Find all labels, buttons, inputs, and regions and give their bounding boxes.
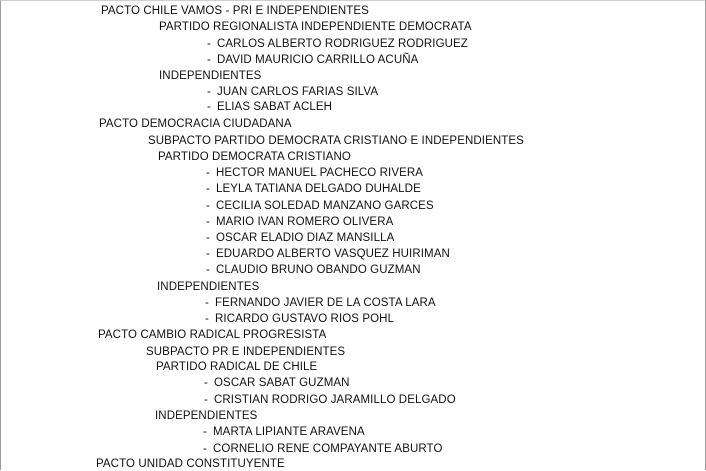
candidato-name: CECILIA SOLEDAD MANZANO GARCES [216,200,434,212]
candidato-name: JUAN CARLOS FARIAS SILVA [217,86,379,98]
list-dash: - [206,248,210,260]
list-dash: - [204,377,208,389]
candidato-name: CLAUDIO BRUNO OBANDO GUZMAN [216,264,421,276]
list-dash: - [204,394,208,406]
candidato-line [205,296,436,310]
partido-line [157,280,259,294]
candidato-name: CRISTIAN RODRIGO JARAMILLO DELGADO [214,394,456,406]
subpacto-line [146,345,345,359]
candidato-line [205,312,394,326]
list-dash: - [206,216,210,228]
subpacto-name: SUBPACTO PARTIDO DEMOCRATA CRISTIANO E INDEPENDIENTES [148,135,524,147]
candidato-line [203,425,365,439]
candidato-name: CARLOS ALBERTO RODRIGUEZ RODRIGUEZ [217,38,468,50]
candidato-name: CORNELIO RENE COMPAYANTE ABURTO [213,443,443,455]
candidato-line [207,53,418,67]
candidato-name: EDUARDO ALBERTO VASQUEZ HUIRIMAN [216,248,450,260]
candidato-line [206,199,434,213]
candidato-line [204,393,456,407]
candidato-name: LEYLA TATIANA DELGADO DUHALDE [216,183,421,195]
partido-line [159,20,472,34]
partido-name: INDEPENDIENTES [159,70,262,82]
pacto-line [96,457,285,471]
pacto-name: PACTO CHILE VAMOS - PRI E INDEPENDIENTES [101,5,369,17]
candidato-name: HECTOR MANUEL PACHECO RIVERA [216,167,424,179]
list-dash: - [207,86,211,98]
pacto-name: PACTO CAMBIO RADICAL PROGRESISTA [98,329,327,341]
pacto-line [101,4,369,18]
subpacto-line [148,134,524,148]
partido-line [158,150,351,164]
list-dash: - [207,54,211,66]
list-dash: - [207,101,211,113]
partido-name: PARTIDO DEMOCRATA CRISTIANO [158,151,351,163]
partido-line [155,409,257,423]
candidato-name: FERNANDO JAVIER DE LA COSTA LARA [215,297,436,309]
list-dash: - [206,183,210,195]
candidato-name: ELIAS SABAT ACLEH [217,101,333,113]
list-dash: - [207,38,211,50]
list-dash: - [206,200,210,212]
pacto-name: PACTO DEMOCRACIA CIUDADANA [99,118,292,130]
pacto-name: PACTO UNIDAD CONSTITUYENTE [96,458,285,470]
candidato-name: MARTA LIPIANTE ARAVENA [213,426,365,438]
candidato-line [207,85,378,99]
partido-name: INDEPENDIENTES [157,281,260,293]
candidato-line [206,247,450,261]
candidato-line [206,231,394,245]
list-dash: - [206,232,210,244]
candidato-line [206,182,421,196]
list-dash: - [203,443,207,455]
candidato-name: OSCAR ELADIO DIAZ MANSILLA [216,232,395,244]
pacto-line [98,328,326,342]
candidato-name: OSCAR SABAT GUZMAN [214,377,350,389]
candidato-line [206,166,423,180]
partido-line [156,360,317,374]
partido-name: PARTIDO REGIONALISTA INDEPENDIENTE DEMOCRATA [159,21,472,33]
candidato-line [206,263,421,277]
candidato-name: DAVID MAURICIO CARRILLO ACUÑA [217,54,419,66]
candidato-line [203,442,443,456]
subpacto-name: SUBPACTO PR E INDEPENDIENTES [146,346,346,358]
list-dash: - [205,313,209,325]
candidato-name: RICARDO GUSTAVO RIOS POHL [215,313,395,325]
list-dash: - [203,426,207,438]
candidato-line [204,376,350,390]
pacto-line [99,117,292,131]
partido-line [159,69,261,83]
candidato-line [207,100,332,114]
partido-name: INDEPENDIENTES [155,410,258,422]
list-dash: - [206,167,210,179]
partido-name: PARTIDO RADICAL DE CHILE [156,361,318,373]
candidato-line [206,215,393,229]
list-dash: - [205,297,209,309]
list-dash: - [206,264,210,276]
candidato-line [207,37,468,51]
candidato-name: MARIO IVAN ROMERO OLIVERA [216,216,394,228]
